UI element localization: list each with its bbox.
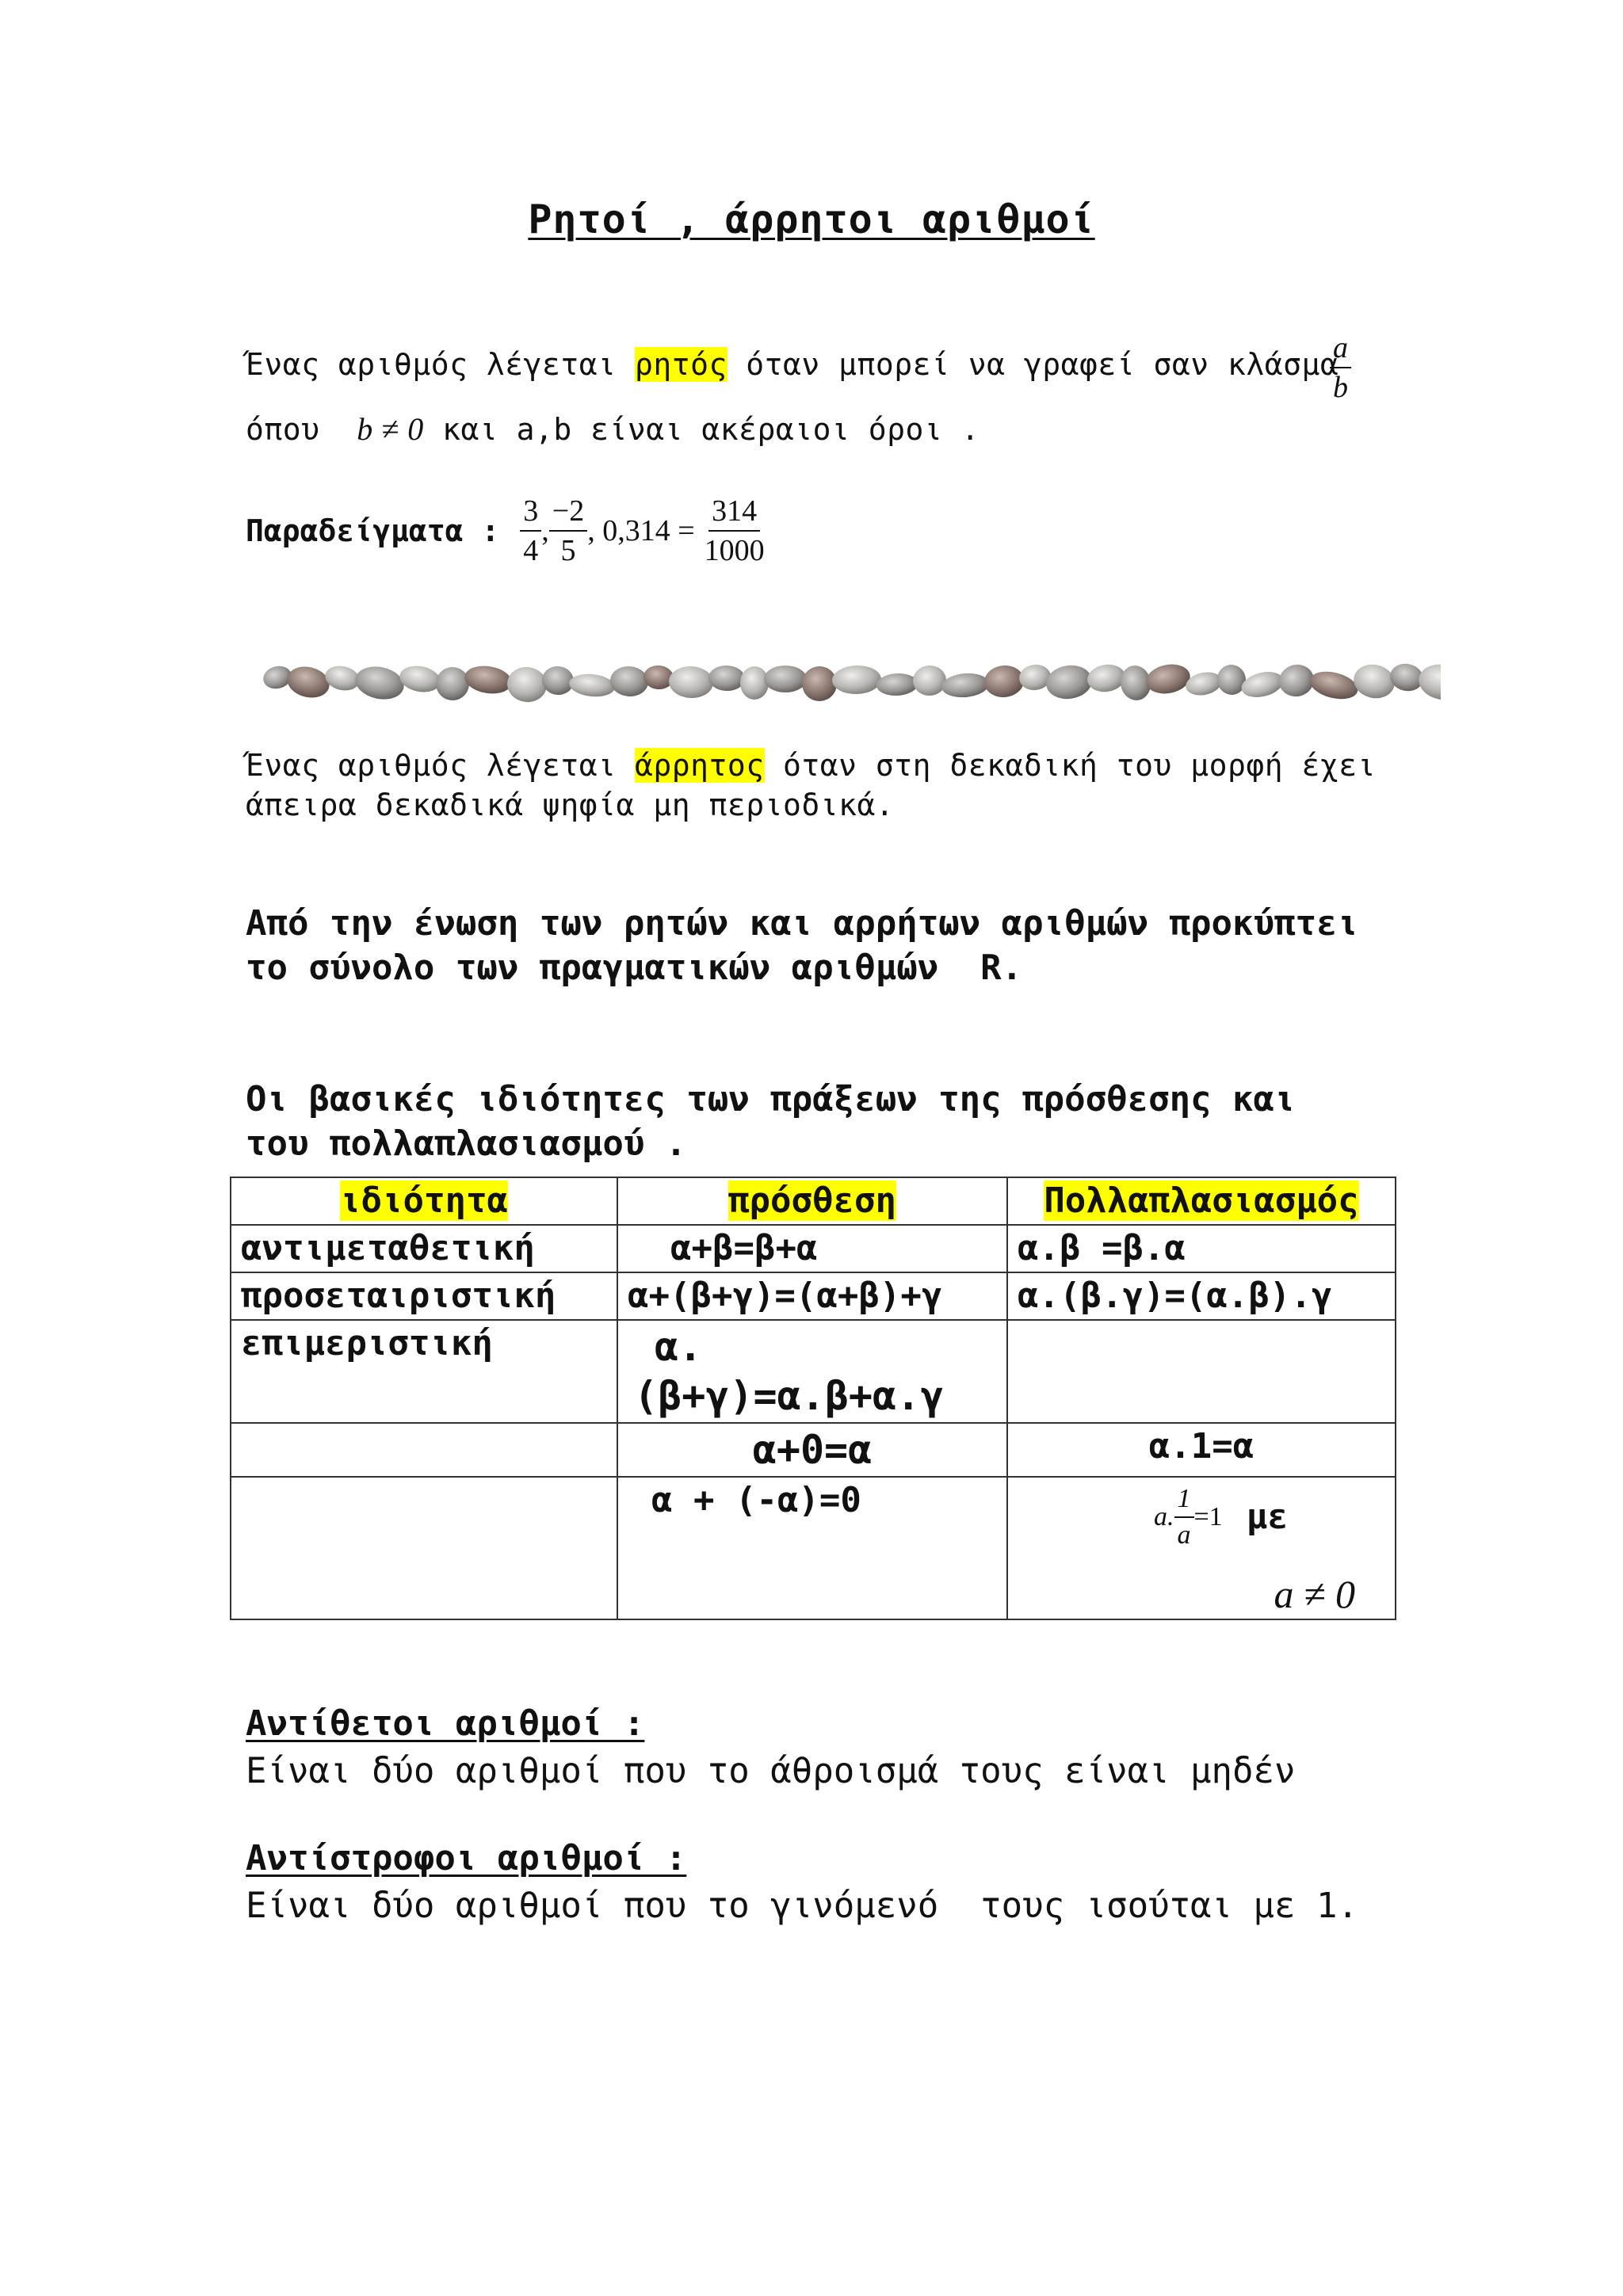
table-cell: α+(β+γ)=(α+β)+γ (617, 1272, 1007, 1320)
rational-term: ρητός (634, 347, 727, 382)
example-fraction-1 (520, 496, 541, 566)
irrational-definition-line1 (246, 748, 1376, 783)
rational-text-after: όταν μπορεί να γραφεί σαν κλάσμα (727, 347, 1339, 382)
irrational-term: άρρητος (634, 748, 765, 783)
integers-text: και a,b είναι ακέραιοι όροι . (423, 412, 980, 447)
table-cell: α + (-α)=0 (617, 1477, 1007, 1619)
inverse-lhs: a. (1154, 1502, 1174, 1531)
reals-line1: Από την ένωση των ρητών και αρρήτων αριθμών προκύπτει (246, 903, 1358, 944)
properties-table (230, 1177, 1396, 1620)
stone (568, 672, 617, 699)
example-fraction-1-den: 4 (523, 534, 539, 567)
table-cell (231, 1477, 617, 1619)
stone (643, 665, 674, 691)
rational-definition-line1 (246, 347, 1338, 382)
stone (397, 662, 442, 695)
examples-comma: , (541, 514, 549, 547)
example-fraction-3-den: 1000 (704, 534, 765, 567)
rational-text-before: Ένας αριθμός λέγεται (246, 347, 635, 382)
distributive-line2: (β+γ)=α.β+α.γ (634, 1373, 945, 1419)
b-not-zero-condition: b ≠ 0 (357, 411, 424, 447)
table-row (231, 1225, 1396, 1272)
stone (1307, 667, 1361, 704)
examples-decimal: , 0,314 = (587, 514, 695, 547)
stones-divider-image (252, 642, 1441, 721)
table-header-row (231, 1177, 1396, 1225)
distributive-line1: α. (655, 1324, 703, 1370)
opposites-text: Είναι δύο αριθμοί που το άθροισμά τους είναι μηδέν (246, 1751, 1296, 1791)
table-header-cell (1007, 1177, 1396, 1225)
stone (1144, 661, 1193, 697)
reciprocals-text: Είναι δύο αριθμοί που το γινόμενό τους ισούται με 1. (246, 1886, 1358, 1926)
table-cell: α.1=α (1007, 1423, 1396, 1477)
stone (876, 673, 918, 697)
table-cell (617, 1320, 1007, 1423)
inverse-rhs: =1 (1193, 1502, 1223, 1531)
fraction-denominator: b (1333, 371, 1348, 404)
irrational-definition-line2: άπειρα δεκαδικά ψηφία μη περιοδικά. (246, 788, 895, 822)
opposites-title: Αντίθετοι αριθμοί : (246, 1703, 645, 1744)
table-cell: α.(β.γ)=(α.β).γ (1007, 1272, 1396, 1320)
where-label: όπου (246, 412, 320, 447)
table-cell: προσεταιριστική (231, 1272, 617, 1320)
table-row (231, 1272, 1396, 1320)
inverse-formula (1154, 1486, 1289, 1549)
table-cell: α+0=α (617, 1423, 1007, 1477)
page-title: Ρητοί , άρρητοι αριθμοί (528, 196, 1095, 242)
inverse-fraction (1174, 1486, 1194, 1549)
table-cell (1007, 1477, 1396, 1619)
table-cell: αντιμεταθετική (231, 1225, 617, 1272)
table-header-cell (231, 1177, 617, 1225)
inverse-fraction-num: 1 (1174, 1486, 1194, 1518)
examples-label: Παραδείγματα : (246, 513, 500, 548)
example-fraction-3 (701, 496, 768, 566)
header-addition: πρόσθεση (728, 1180, 896, 1221)
table-cell (231, 1423, 617, 1477)
table-row (231, 1477, 1396, 1619)
stone (353, 662, 407, 704)
stone (1415, 661, 1441, 704)
table-header-cell (617, 1177, 1007, 1225)
table-row (231, 1423, 1396, 1477)
stone (764, 666, 807, 692)
example-fraction-3-num: 314 (708, 496, 760, 532)
stone (433, 665, 472, 704)
example-fraction-2-num: −2 (549, 496, 587, 532)
examples-row (246, 491, 768, 570)
table-cell: α+β=β+α (617, 1225, 1007, 1272)
table-cell (1007, 1320, 1396, 1423)
example-fraction-2-den: 5 (560, 534, 576, 567)
table-cell: επιμεριστική (231, 1320, 617, 1423)
stone (912, 665, 948, 697)
irrational-text-after: όταν στη δεκαδική του μορφή έχει (764, 748, 1377, 783)
properties-heading-line2: του πολλαπλασιασμού . (246, 1123, 687, 1164)
stone (284, 662, 333, 702)
stone (831, 665, 881, 695)
stone (708, 665, 745, 692)
stone (1044, 662, 1094, 702)
examples-formula (520, 496, 767, 566)
stone (1239, 668, 1286, 701)
rational-definition-line2 (246, 410, 980, 448)
stone (941, 671, 990, 699)
stone (609, 665, 649, 698)
stone (505, 665, 549, 705)
a-not-zero-condition: a ≠ 0 (1274, 1572, 1355, 1616)
table-row (231, 1320, 1396, 1423)
fraction-a-over-b (1330, 333, 1351, 402)
properties-heading-line1: Οι βασικές ιδιότητες των πράξεων της πρόσθεσης και (246, 1079, 1296, 1119)
header-multiplication: Πολλαπλασιασμός (1044, 1180, 1359, 1221)
table-cell: α.β =β.α (1007, 1225, 1396, 1272)
irrational-text-before: Ένας αριθμός λέγεται (246, 748, 635, 783)
stone (983, 663, 1025, 699)
example-fraction-2 (549, 496, 587, 566)
header-property: ιδιότητα (340, 1180, 508, 1221)
stone (463, 663, 514, 697)
stone (668, 666, 714, 700)
inverse-with-word: με (1246, 1497, 1289, 1537)
stone (802, 666, 838, 702)
inverse-fraction-den: a (1177, 1520, 1191, 1550)
reciprocals-title: Αντίστροφοι αριθμοί : (246, 1838, 687, 1878)
example-fraction-1-num: 3 (520, 496, 541, 532)
reals-line2: το σύνολο των πραγματικών αριθμών R. (246, 948, 1023, 988)
stone (1350, 661, 1398, 703)
fraction-numerator: a (1330, 333, 1351, 368)
stone (740, 666, 769, 700)
